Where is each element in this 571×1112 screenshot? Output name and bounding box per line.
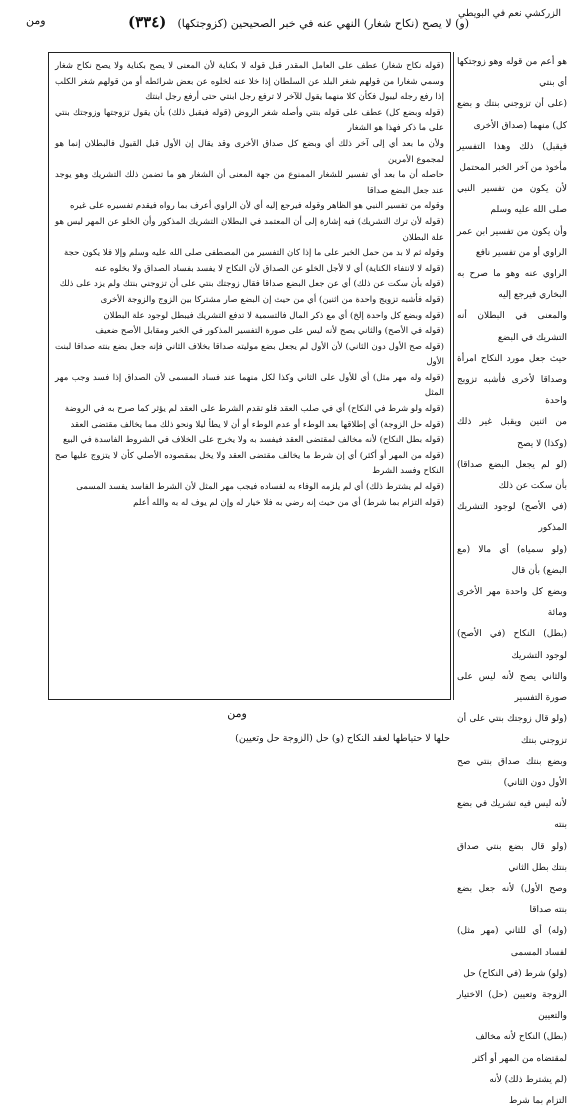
catchword: ومن: [227, 707, 247, 720]
margin-line: لأنه ليس فيه تشريك في بضع بنته: [457, 799, 567, 831]
margin-line: التزام بما شرط: [509, 1095, 567, 1106]
commentary-paragraph: (قوله من المهر أو أكثر) أي إن شرط ما يخالف مقتضى العقد ولا يخل بمقصوده الأصلي كأن لا يتزوج عليها صح النكاح وفسد الشرط: [55, 450, 444, 477]
commentary-paragraph: (قوله وبضع كل واحدة إلخ) أي مع ذكر المال فالتسمية لا تدفع التشريك فيبطل لوجود علة البطلان: [103, 310, 444, 321]
margin-line: وأن يكون من تفسير ابن عمر الراوي أو من تفسير نافع: [457, 226, 567, 258]
margin-line: حيث جعل مورد النكاح امرأة وصداقا لأخرى فأشبه تزويج واحدة: [457, 353, 567, 407]
commentary-paragraph: (قوله لم يشترط ذلك) أي لم يلزمه الوفاء به لفساده فيجب مهر المثل لأن الشرط الفاسد يفسد المسمى: [76, 482, 444, 493]
margin-line: الزوجة وتعيين (حل) الاختيار والتعيين: [457, 989, 567, 1022]
commentary-paragraph: (قوله لأن ترك التشريك) فيه إشارة إلى أن المعتمد في البطلان التشريك المذكور وأن الخلو عن المهر ليس هو علة البطلان: [55, 216, 444, 243]
commentary-paragraph: (قوله فأشبه تزويج واحدة من اثنين) أي من حيث إن البضع صار مشتركا بين الزوج والزوجة الأخرى: [100, 294, 444, 305]
margin-line: وبضع كل واحدة مهر الأخرى ومائة: [457, 587, 567, 619]
margin-line: فيقبل) ذلك وهذا التفسير مأخوذ من آخر الخبر المحتمل: [457, 141, 567, 174]
header-right-corner: الزركشي نعم في البويطي: [457, 8, 561, 19]
commentary-text: [55, 59, 444, 511]
margin-line: لمقتضاه من المهر أو أكثر: [472, 1053, 567, 1064]
footer-text: [120, 732, 450, 746]
margin-text: [457, 52, 567, 1112]
margin-line: والمعنى في البطلان أنه التشريك في البضع: [457, 311, 567, 343]
commentary-paragraph: (قوله ولو شرط في النكاح) أي في صلب العقد فلو تقدم الشرط على العقد لم يؤثر كما صرح به في الروضة: [64, 404, 444, 415]
margin-line: الراوي عنه وهو ما صرح به البخاري فيرجع إليه: [457, 269, 567, 301]
margin-line: من اثنين ويقبل غير ذلك (وكذا) لا يصح: [457, 417, 567, 449]
commentary-paragraph: (قوله بطل النكاح) لأنه مخالف لمقتضى العقد فيفسد به ولا يخرج على الخلاف في الشروط الفاسدة في البيع: [63, 435, 444, 446]
commentary-paragraph: (قوله وبضع كل) عطف على قوله بنتي وأصله شغر الروض (قوله فيقبل ذلك) بأن يقول تزوجتها وزوجتك بنتي على ما ذكر فهذا هو الشغار: [55, 107, 444, 134]
commentary-paragraph: (قوله التزام بما شرط) أي من حيث إنه رضي به فلا خيار له وإن لم يوف له به والله أعلم: [133, 497, 444, 508]
commentary-paragraph: حاصله أن ما بعد أي تفسير للشغار الممنوع من جهة المعنى أن الشغار هو ما تضمن ذلك التشريك وهو يوجد عند جعل البضع صداقا: [55, 170, 444, 196]
margin-line: (لم يشترط ذلك) لأنه: [489, 1074, 567, 1085]
margin-line: (وله) أي للثاني (مهر مثل) لفساد المسمى: [457, 926, 567, 958]
margin-line: هو أعم من قوله وهو زوجتكها أي بنتي: [457, 57, 567, 89]
page-number: (٣٣٤): [127, 13, 167, 31]
margin-line: وصح الأول) لأنه جعل بضع بنته صداقا: [457, 883, 567, 916]
margin-line: لأن يكون من تفسير النبي صلى الله عليه وسلم: [457, 184, 567, 216]
commentary-paragraph: (قوله في الأصح) والثاني يصح لأنه ليس على صورة التفسير المذكور في الخبر ومقابل الأصح ضعيف: [95, 326, 444, 337]
commentary-paragraph: وقوله من تفسير النبي هو الظاهر وقوله فيرجع إليه أي لأن الراوي أعرف بما رواه فيقدم تفسيره على غيره: [70, 201, 444, 212]
running-title: (و) لا يصح (نكاح شغار) النهي عنه في خبر الصحيحين (كزوجتكها): [177, 17, 470, 30]
commentary-paragraph: (قوله بأن سكت عن ذلك) أي عن جعل البضع صداقا فقال زوجتك بنتي على أن تزوجني بنتك ولم يزد على ذلك: [59, 279, 444, 290]
commentary-paragraph: (قوله صح الأول دون الثاني) لأن الأول لم يجعل بضع موليته صداقا بخلاف الثاني فإنه جعل بضع بنته صداقا لبنت الأول: [55, 341, 444, 368]
commentary-paragraph: (قوله حل الزوجة) أي إطلاقها بعد الوطء أو عدم الوطء أو أن لا يطأ ليلا ونحو ذلك مما يخالف مقتضى العقد: [70, 419, 444, 430]
commentary-paragraph: (قوله نكاح شغار) عطف على العامل المقدر قبل قوله لا بكناية لأن المعنى لا يصح بكناية ولا يصح نكاح شغار وسمي شغارا من قولهم شغر البلد عن السلطان إذا خلا عنه لخلوه عن بعض شرائطه أو من قولهم شغر الكلب إذا رفع رجله ليبول فكأن كلا منهما يقول للآخر لا ترفع رجل ابنتي حتى أرفع رجل ابنتك: [55, 61, 444, 103]
margin-line: (ولو سمياه) أي مالا (مع البضع) بأن قال: [457, 544, 567, 576]
commentary-paragraph: (قوله وله مهر مثل) أي للأول على الثاني وكذا لكل منهما عند فساد المسمى لأن الصداق إذا فسد وجب مهر المثل: [55, 372, 444, 399]
margin-column: [457, 52, 567, 1106]
commentary-frame: [48, 52, 451, 700]
commentary-paragraph: (قوله لا لانتفاء الكناية) أي لا لأجل الخلو عن الصداق لأن النكاح لا يفسد بفساد الصداق ولا بخلوه عنه: [94, 263, 444, 274]
margin-line: (ولو) شرط (في النكاح) حل: [463, 968, 567, 979]
margin-line: (بطل) النكاح لأنه مخالف: [475, 1032, 567, 1043]
commentary-paragraph: وقوله ثم لا بد من حمل الخبر على ما إذا كان التفسير من المصطفى صلى الله عليه وسلم وإلا فلا يكون حجة: [64, 248, 444, 259]
margin-line: (ولو قال بضع بنتي صداق بنتك بطل الثاني: [457, 841, 567, 873]
page-header: [110, 12, 481, 42]
header-left-corner: ومن: [26, 14, 46, 27]
margin-line: (بطل) النكاح (في الأصح) لوجود التشريك: [457, 629, 567, 661]
margin-line: (في الأصح) لوجود التشريك المذكور: [457, 502, 567, 534]
margin-line: (على أن تزوجني بنتك و بضع كل) منهما (صداق الأخرى: [457, 99, 567, 131]
footer-line: حلها لا حتياطها لعقد النكاح (و) حل (الزوجة حل وتعيين): [235, 733, 450, 744]
margin-line: (ولو قال زوجتك بنتي على أن تزوجني بنتك: [457, 714, 567, 746]
commentary-paragraph: ولأن ما بعد أي إلى آخر ذلك أي وبضع كل صداق الأخرى وقد يقال إن الأول قبل القبول فالبطلان إنما هو لمجموع الأمرين: [55, 138, 444, 165]
column-divider: [453, 52, 454, 700]
margin-line: (لو لم يجعل البضع صداقا) بأن سكت عن ذلك: [457, 459, 567, 492]
margin-line: والثاني يصح لأنه ليس على صورة التفسير: [457, 671, 567, 704]
margin-line: وبضع بنتك صداق بنتي صح الأول دون الثاني): [457, 756, 567, 788]
